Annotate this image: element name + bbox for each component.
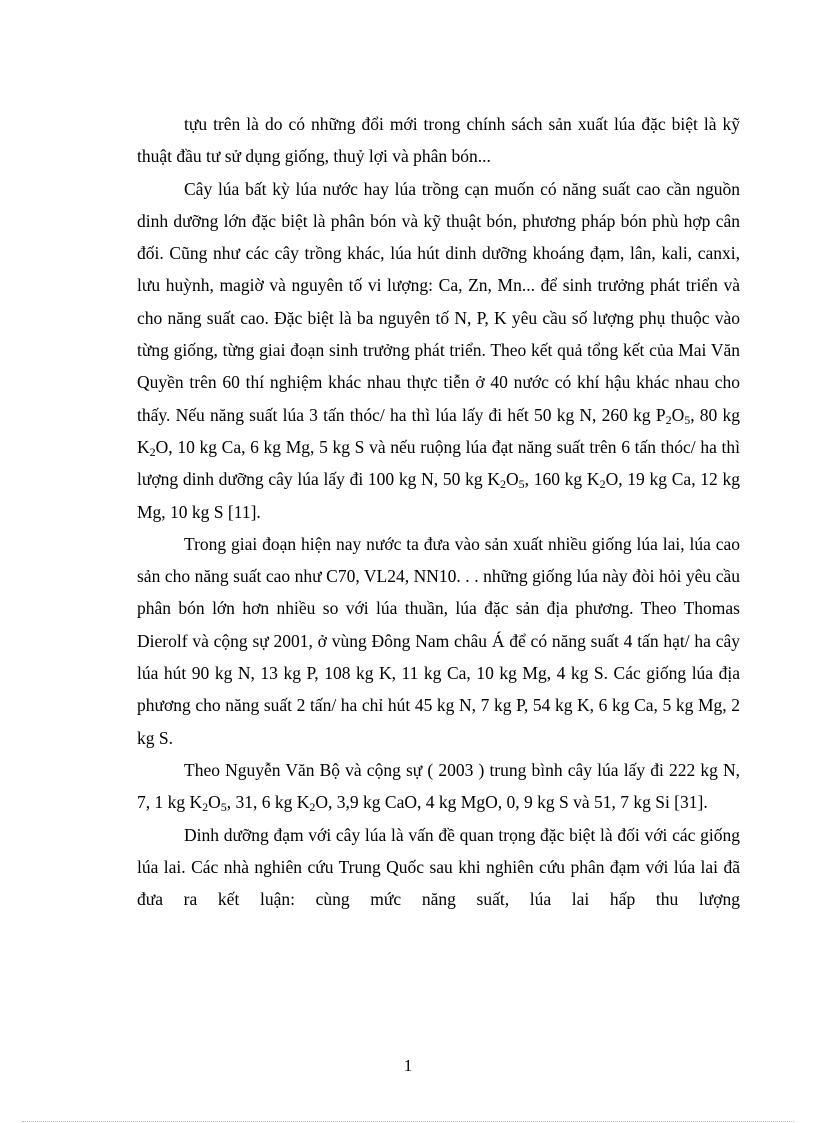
text-run: Dinh dưỡng đạm với cây lúa là vấn đề quan trọng đặc biệt là đối với các giống lúa lai. Các nhà nghiên cứu Trung Quốc sau khi nghiên cứu phân đạm với lúa lai đã đưa ra kết luận: cùng mức năng suất, lúa lai hấp thu lượng <box>137 824 740 910</box>
subscript: 2 <box>309 800 316 815</box>
paragraph <box>137 108 740 173</box>
text-run: O, 3,9 kg CaO, 4 kg MgO, 0, 9 kg S và 51, 7 kg Si [31]. <box>315 792 708 813</box>
text-run: , 31, 6 kg K <box>226 792 310 813</box>
text-run: Trong giai đoạn hiện nay nước ta đưa vào sản xuất nhiều giống lúa lai, lúa cao sản cho năng suất cao như C70, VL24, NN10. . . những giống lúa này đòi hỏi yêu cầu phân bón lớn hơn nhiều so với lúa thuần, lúa đặc sản địa phương. Theo Thomas Dierolf và cộng sự 2001, ở vùng Đông Nam châu Á để có năng suất 4 tấn hạt/ ha cây lúa hút 90 kg N, 13 kg P, 108 kg K, 11 kg Ca, 10 kg Mg, 4 kg S. Các giống lúa địa phương cho năng suất 2 tấn/ ha chỉ hút 45 kg N, 7 kg P, 54 kg K, 6 kg Ca, 5 kg Mg, 2 kg S. <box>137 533 740 748</box>
subscript: 5 <box>518 477 525 492</box>
text-run: , 80 kg K <box>137 404 741 457</box>
text-run: O <box>671 404 685 425</box>
text-run: Theo Nguyễn Văn Bộ và cộng sự ( 2003 ) trung bình cây lúa lấy đi 222 kg N, 7, 1 kg K <box>137 759 740 813</box>
paragraph <box>137 819 740 916</box>
page-bottom-divider <box>22 1121 794 1122</box>
text-run: , 160 kg K <box>524 469 600 490</box>
paragraph <box>137 754 740 819</box>
subscript: 2 <box>599 477 606 492</box>
body-text <box>137 108 740 915</box>
subscript: 2 <box>665 412 672 427</box>
subscript: 5 <box>220 800 227 815</box>
text-run: O <box>505 469 519 490</box>
paragraph <box>137 528 740 754</box>
text-run: O, 19 kg Ca, 12 kg Mg, 10 kg S [11]. <box>137 469 741 522</box>
text-run: O, 10 kg Ca, 6 kg Mg, 5 kg S và nếu ruộng lúa đạt năng suất trên 6 tấn thóc/ ha thì lượng dinh dưỡng cây lúa lấy đi 100 kg N, 50 kg K <box>137 436 740 490</box>
subscript: 2 <box>499 477 506 492</box>
paragraph <box>137 173 740 528</box>
page-number: 1 <box>403 1056 413 1075</box>
subscript: 2 <box>149 444 156 459</box>
text-run: Cây lúa bất kỳ lúa nước hay lúa trồng cạn muốn có năng suất cao cần nguồn dinh dưỡng lớn đặc biệt là phân bón và kỹ thuật bón, phương pháp bón phù hợp cân đối. Cũng như các cây trồng khác, lúa hút dinh dưỡng khoáng đạm, lân, kali, canxi, lưu huỳnh, magiờ và nguyên tố vi lượng: Ca, Zn, Mn... để sinh trưởng phát triển và cho năng suất cao. Đặc biệt là ba nguyên tố N, P, K yêu cầu số lượng phụ thuộc vào từng giống, từng giai đoạn sinh trưởng phát triển. Theo kết quả tổng kết của Mai Văn Quyền trên 60 thí nghiệm khác nhau thực tiễn ở 40 nước có khí hậu khác nhau cho thấy. Nếu năng suất lúa 3 tấn thóc/ ha thì lúa lấy đi hết 50 kg N, 260 kg P <box>137 178 740 425</box>
text-run: O <box>208 792 221 813</box>
subscript: 5 <box>684 412 691 427</box>
subscript: 2 <box>202 800 209 815</box>
text-run: tựu trên là do có những đổi mới trong chính sách sản xuất lúa đặc biệt là kỹ thuật đầu tư sử dụng giống, thuỷ lợi và phân bón... <box>137 114 740 167</box>
